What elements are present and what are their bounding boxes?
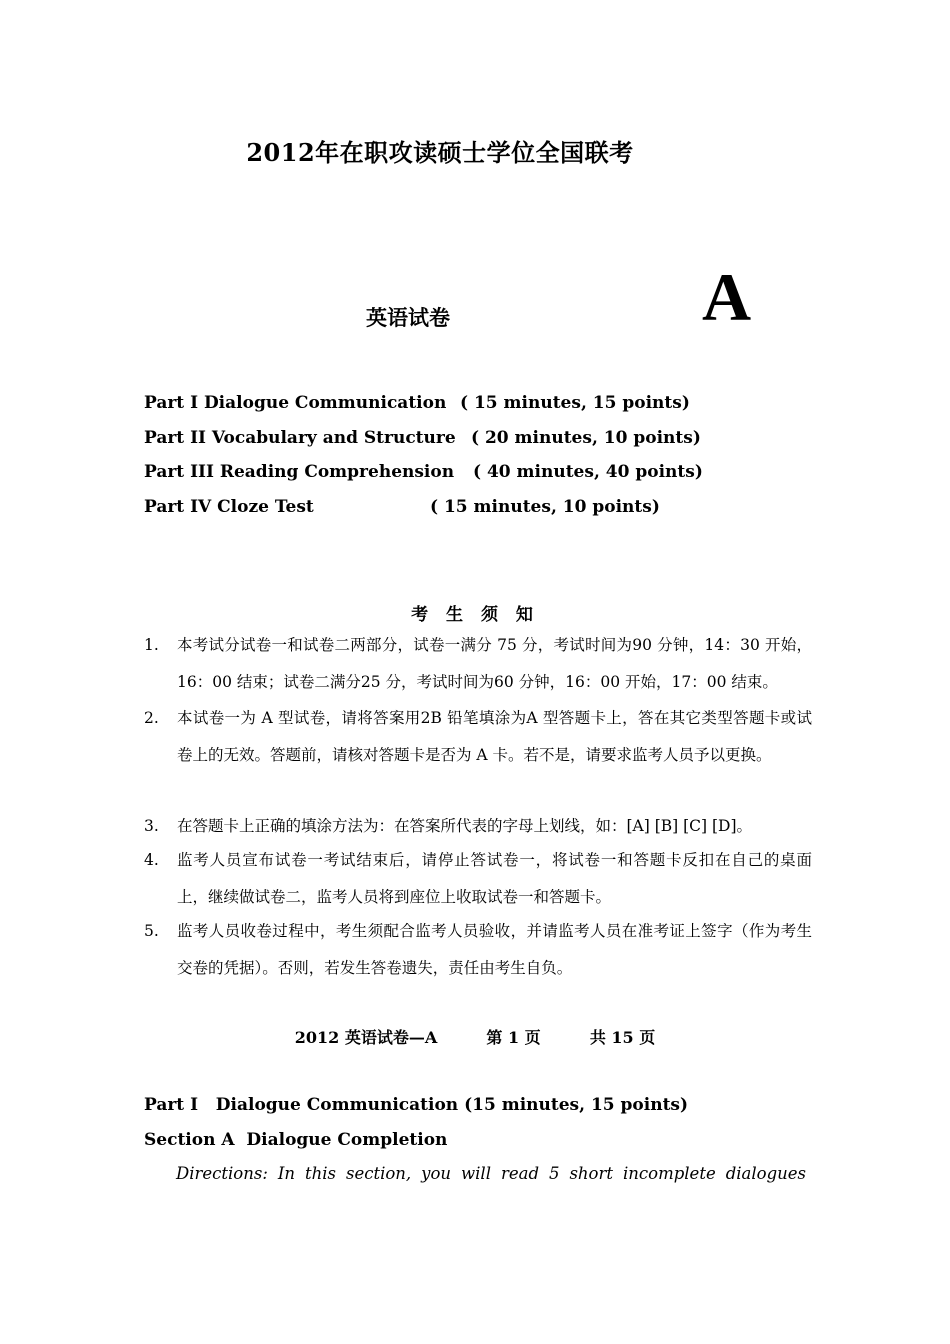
part-name: Part IV Cloze Test <box>144 497 314 517</box>
part-name: Part II Vocabulary and Structure <box>144 428 456 448</box>
notice-item <box>144 808 812 845</box>
notice-number: 4. <box>144 851 159 869</box>
notice-text: 在答题卡上正确的填涂方法为：在答案所代表的字母上划线，如：[A] [B] [C] [D]。 <box>177 817 753 835</box>
notice-number: 5. <box>144 922 159 940</box>
part-time: ( 15 minutes, 15 points) <box>460 393 690 413</box>
part-time: ( 15 minutes, 10 points) <box>430 497 660 517</box>
notice-number: 2. <box>144 709 159 727</box>
footer-page-number: 第 1 页 <box>486 1028 541 1047</box>
part-list-item <box>144 462 714 486</box>
section-heading: Section A Dialogue Completion <box>144 1130 448 1150</box>
notice-number: 3. <box>144 817 159 835</box>
part-list-item <box>144 428 714 452</box>
directions-text: Directions: In this section, you will read 5 short incomplete dialogues <box>176 1164 806 1183</box>
notice-item <box>144 842 812 916</box>
notice-text: 本考试分试卷一和试卷二两部分，试卷一满分 75 分，考试时间为90 分钟，14：30 开始，16：00 结束；试卷二满分25 分，考试时间为60 分钟，16：00 开始，17：00 结束。 <box>177 636 812 691</box>
notice-text: 本试卷一为 A 型试卷，请将答案用2B 铅笔填涂为A 型答题卡上，答在其它类型答题卡或试卷上的无效。答题前，请核对答题卡是否为 A 卡。若不是，请要求监考人员予以更换。 <box>177 709 812 764</box>
part-time: ( 20 minutes, 10 points) <box>471 428 701 448</box>
part-time: ( 40 minutes, 40 points) <box>473 462 703 482</box>
paper-type-letter: A <box>702 259 752 335</box>
part-list-item <box>144 393 704 417</box>
notice-item <box>144 913 812 987</box>
notice-text: 监考人员宣布试卷一考试结束后，请停止答试卷一，将试卷一和答题卡反扣在自己的桌面上，继续做试卷二，监考人员将到座位上收取试卷一和答题卡。 <box>177 851 812 906</box>
part-name: Part III Reading Comprehension <box>144 462 455 482</box>
footer-paper: 2012 英语试卷—A <box>294 1028 438 1047</box>
notice-item <box>144 700 812 774</box>
notice-number: 1. <box>144 636 159 654</box>
footer-total-pages: 共 15 页 <box>589 1028 656 1047</box>
page-footer <box>0 1025 950 1048</box>
notice-text: 监考人员收卷过程中，考生须配合监考人员验收，并请监考人员在准考证上签字（作为考生交卷的凭据）。否则，若发生答卷遗失，责任由考生自负。 <box>177 922 812 977</box>
part-list-item <box>144 497 674 521</box>
notice-title: 考 生 须 知 <box>411 605 539 625</box>
paper-name: 英语试卷 <box>366 305 450 330</box>
notice-item <box>144 627 812 701</box>
exam-title: 2012年在职攻读硕士学位全国联考 <box>246 138 634 167</box>
part-name: Part I Dialogue Communication <box>144 393 447 413</box>
part-heading: Part I Dialogue Communication (15 minutes, 15 points) <box>144 1095 689 1115</box>
